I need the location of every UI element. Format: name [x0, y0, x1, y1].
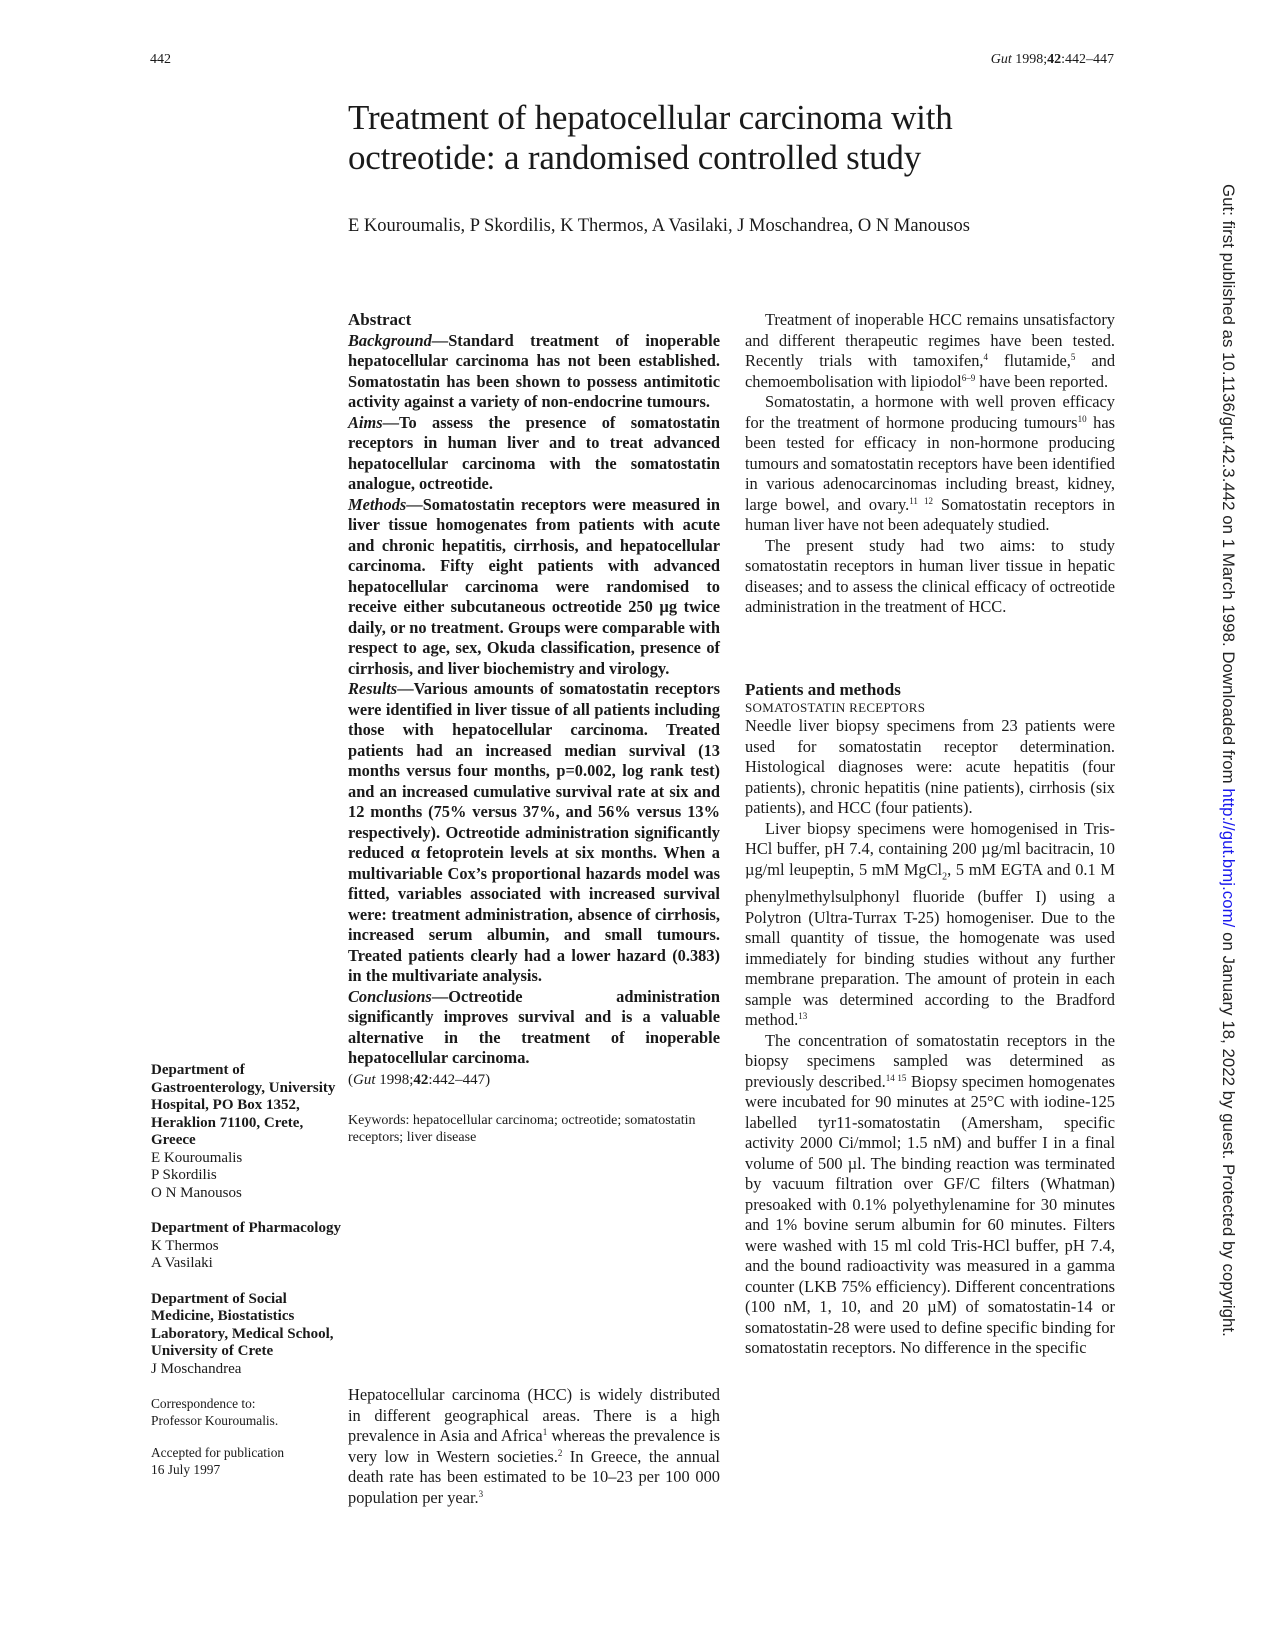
- affiliation-person: K Thermos: [151, 1237, 219, 1254]
- body-text: Liver biopsy specimens were homogenised in Tris-HCl buffer, pH 7.4, containing 200 µg/ml bacitracin, 10 µg/ml leupeptin, 5 mM MgCl: [745, 818, 1115, 879]
- correspondence-name: Professor Kouroumalis.: [151, 1412, 279, 1428]
- body-paragraph: [745, 1031, 1115, 1359]
- abstract-label-conclusions: Conclusions: [348, 986, 432, 1006]
- subscript: 2: [942, 870, 948, 882]
- correspondence-note: [151, 1396, 341, 1429]
- reference-marker: 14 15: [885, 1072, 907, 1083]
- correspondence-label: Correspondence to:: [151, 1396, 256, 1411]
- abstract-column: [348, 310, 720, 1147]
- body-text: Somatostatin, a hormone with well proven efficacy for the treatment of hormone producing tumours: [745, 392, 1115, 432]
- abstract-label-results: Results: [348, 679, 398, 698]
- reference-marker: 10: [1077, 413, 1087, 424]
- notice-text-after: on January 18, 2022 by guest. Protected by copyright.: [1219, 927, 1238, 1337]
- abstract-label-aims: Aims: [348, 412, 383, 432]
- reference-marker: 6–9: [961, 372, 976, 383]
- affiliations-sidebar: [151, 1062, 341, 1494]
- page-number: 442: [150, 52, 171, 67]
- abstract-aims: [348, 413, 720, 495]
- body-paragraph: [745, 819, 1115, 1031]
- accepted-date: 16 July 1997: [151, 1461, 221, 1477]
- affiliation-person: E Kouroumalis: [151, 1149, 243, 1166]
- accepted-label: Accepted for publication: [151, 1445, 285, 1460]
- body-text: flutamide,: [988, 351, 1071, 370]
- body-text: Biopsy specimen homogenates were incubated for 90 minutes at 25°C with iodine-125 labelled tyr11-somatostatin (Amersham, specific activity 2000 Ci/mmol; 1.5 nM) and buffer I in a final volume of 500 µl. The binding reaction was terminated by vacuum filtration over GF/C filters (Whatman) presoaked with 0.1% polyethylenamine for 30 minutes and 1% bovine serum albumin for 60 minutes. Filters were washed with 15 ml cold Tris-HCl buffer, pH 7.4, and the bound radioactivity was measured in a gamma counter (LKB 75% efficiency). Different concentrations (100 nM, 1, 10, and 20 µM) of somatostatin-14 or somatostatin-28 were used to define specific binding for somatostatin receptors. No difference in the specific: [745, 1071, 1115, 1358]
- abstract-text-background: —Standard treatment of inoperable hepatocellular carcinoma has not been established. Somatostatin has been shown to possess antimitotic activity against a variety of non-endocrine tumours.: [348, 330, 720, 411]
- abstract-methods: [348, 495, 720, 680]
- reference-marker: 5: [1070, 352, 1076, 362]
- citation-volume: 42: [413, 1071, 429, 1088]
- affiliation-department: Department of Gastroenterology, University Hospital, PO Box 1352, Heraklion 71100, Crete, Greece: [151, 1062, 336, 1148]
- right-column: [745, 310, 1115, 1359]
- abstract-text-aims: —To assess the presence of somatostatin receptors in human liver and to treat advanced hepatocellular carcinoma with the somatostatin analogue, octreotide.: [348, 412, 720, 493]
- affiliation-block: [151, 1291, 341, 1379]
- article-title: Treatment of hepatocellular carcinoma with octreotide: a randomised controlled study: [348, 98, 953, 177]
- citation-open: (: [348, 1071, 353, 1088]
- abstract-text-conclusions: —Octreotide administration significantly improves survival and is a valuable alternative in the treatment of inoperable hepatocellular carcinoma.: [348, 986, 720, 1067]
- body-paragraph: [745, 310, 1115, 392]
- section-heading: Patients and methods: [745, 679, 901, 699]
- body-text: and chemoembolisation with lipiodol: [745, 351, 1116, 391]
- affiliation-person: A Vasilaki: [151, 1255, 213, 1271]
- intro-paragraph: [348, 1385, 720, 1508]
- affiliation-person: P Skordilis: [151, 1167, 217, 1183]
- running-head: [991, 52, 1114, 68]
- body-paragraph: [745, 392, 1115, 536]
- intro-text-3: In Greece, the annual death rate has been estimated to be 10–23 per 100 000 population per year.: [348, 1446, 720, 1507]
- abstract-citation: [348, 1070, 720, 1090]
- reference-marker: 11 12: [909, 495, 933, 506]
- affiliation-department: Department of Social Medicine, Biostatistics Laboratory, Medical School, University of Crete: [151, 1290, 334, 1359]
- body-text: The concentration of somatostatin receptors in the biopsy specimens sampled was determined as previously described.: [745, 1030, 1115, 1091]
- author-list: E Kouroumalis, P Skordilis, K Thermos, A Vasilaki, J Moschandrea, O N Manousos: [348, 216, 970, 236]
- body-text: have been reported.: [975, 371, 1109, 391]
- body-text: Treatment of inoperable HCC remains unsatisfactory and different therapeutic regimes have been tested. Recently trials with tamoxifen,: [745, 310, 1115, 370]
- running-head-journal: Gut: [990, 52, 1012, 67]
- affiliation-department: Department of Pharmacology: [151, 1220, 341, 1236]
- abstract-heading: Abstract: [348, 310, 412, 329]
- body-paragraph: The present study had two aims: to study somatostatin receptors in human liver tissue in hepatic diseases; and to assess the clinical efficacy of octreotide administration in the treatment of HCC.: [745, 535, 1115, 616]
- body-paragraph: Needle liver biopsy specimens from 23 patients were used for somatostatin receptor determination. Histological diagnoses were: acute hepatitis (four patients), chronic hepatitis (nine patients), cirrhosis (six patients), and HCC (four patients).: [745, 716, 1115, 817]
- download-notice: [1218, 184, 1238, 1337]
- abstract-background: [348, 331, 720, 413]
- abstract-label-methods: Methods: [348, 494, 407, 514]
- abstract-text-results: —Various amounts of somatostatin receptors were identified in liver tissue of all patients including those with hepatocellular carcinoma. Treated patients had an increased median survival (13 months versus four months, p=0.002, log rank test) and an increased cumulative survival rate at six and 12 months (75% versus 37%, and 56% versus 13% respectively). Octreotide administration significantly reduced α fetoprotein levels at six months. When a multivariable Cox’s proportional hazards model was fitted, variables associated with increased survival were: treatment administration, absence of cirrhosis, increased serum albumin, and small tumours. Treated patients clearly had a lower hazard (0.383) in the multivariate analysis.: [348, 679, 720, 985]
- reference-marker: 13: [798, 1011, 808, 1022]
- body-text: has been tested for efficacy in non-hormone producing tumours and somatostatin receptors have been identified in various adenocarcinomas including breast, kidney, large bowel, and ovary.: [745, 412, 1116, 514]
- citation-pages: :442–447): [428, 1071, 491, 1088]
- running-head-pages: :442–447: [1061, 52, 1114, 67]
- affiliation-person: O N Manousos: [151, 1184, 242, 1201]
- affiliation-block: [151, 1220, 341, 1273]
- reference-marker: 1: [542, 1427, 548, 1437]
- accepted-note: [151, 1445, 341, 1478]
- running-head-year: 1998;: [1011, 52, 1048, 67]
- abstract-label-background: Background: [348, 330, 432, 350]
- abstract-text-methods: —Somatostatin receptors were measured in liver tissue homogenates from patients with acute and chronic hepatitis, cirrhosis, and hepatocellular carcinoma. Fifty eight patients with advanced hepatocellular carcinoma were randomised to receive either subcutaneous octreotide 250 µg twice daily, or no treatment. Groups were comparable with respect to age, sex, Okuda classification, presence of cirrhosis, and liver biochemistry and virology.: [348, 494, 720, 678]
- intro-text-1: Hepatocellular carcinoma (HCC) is widely distributed in different geographical areas. There is a high prevalence in Asia and Africa: [348, 1385, 720, 1445]
- keywords: Keywords: hepatocellular carcinoma; octreotide; somatostatin receptors; liver disease: [348, 1112, 696, 1145]
- affiliation-block: [151, 1062, 341, 1202]
- subsection-heading: SOMATOSTATIN RECEPTORS: [745, 700, 926, 715]
- affiliation-person: J Moschandrea: [151, 1360, 242, 1377]
- intro-text-2: whereas the prevalence is very low in Western societies.: [348, 1426, 721, 1466]
- citation-year: 1998;: [375, 1071, 414, 1088]
- body-text: , 5 mM EGTA and 0.1 M phenylmethylsulphonyl fluoride (buffer I) using a Polytron (Ultra-Turrax T-25) homogeniser. Due to the small quantity of tissue, the homogenate was used immediately for binding studies without any further membrane preparation. The amount of protein in each sample was determined according to the Bradford method.: [745, 859, 1115, 1030]
- abstract-conclusions: [348, 987, 720, 1069]
- reference-marker: 4: [983, 352, 989, 362]
- running-head-volume: 42: [1047, 52, 1062, 67]
- body-text: Somatostatin receptors in human liver have not been adequately studied.: [745, 494, 1116, 534]
- notice-text-before: Gut: first published as 10.1136/gut.42.3.442 on 1 March 1998. Downloaded from: [1219, 184, 1238, 789]
- abstract-results: [348, 679, 720, 987]
- citation-journal: Gut: [353, 1071, 376, 1088]
- journal-link[interactable]: http://gut.bmj.com/: [1219, 788, 1238, 928]
- reference-marker: 2: [557, 1447, 563, 1458]
- reference-marker: 3: [478, 1488, 484, 1499]
